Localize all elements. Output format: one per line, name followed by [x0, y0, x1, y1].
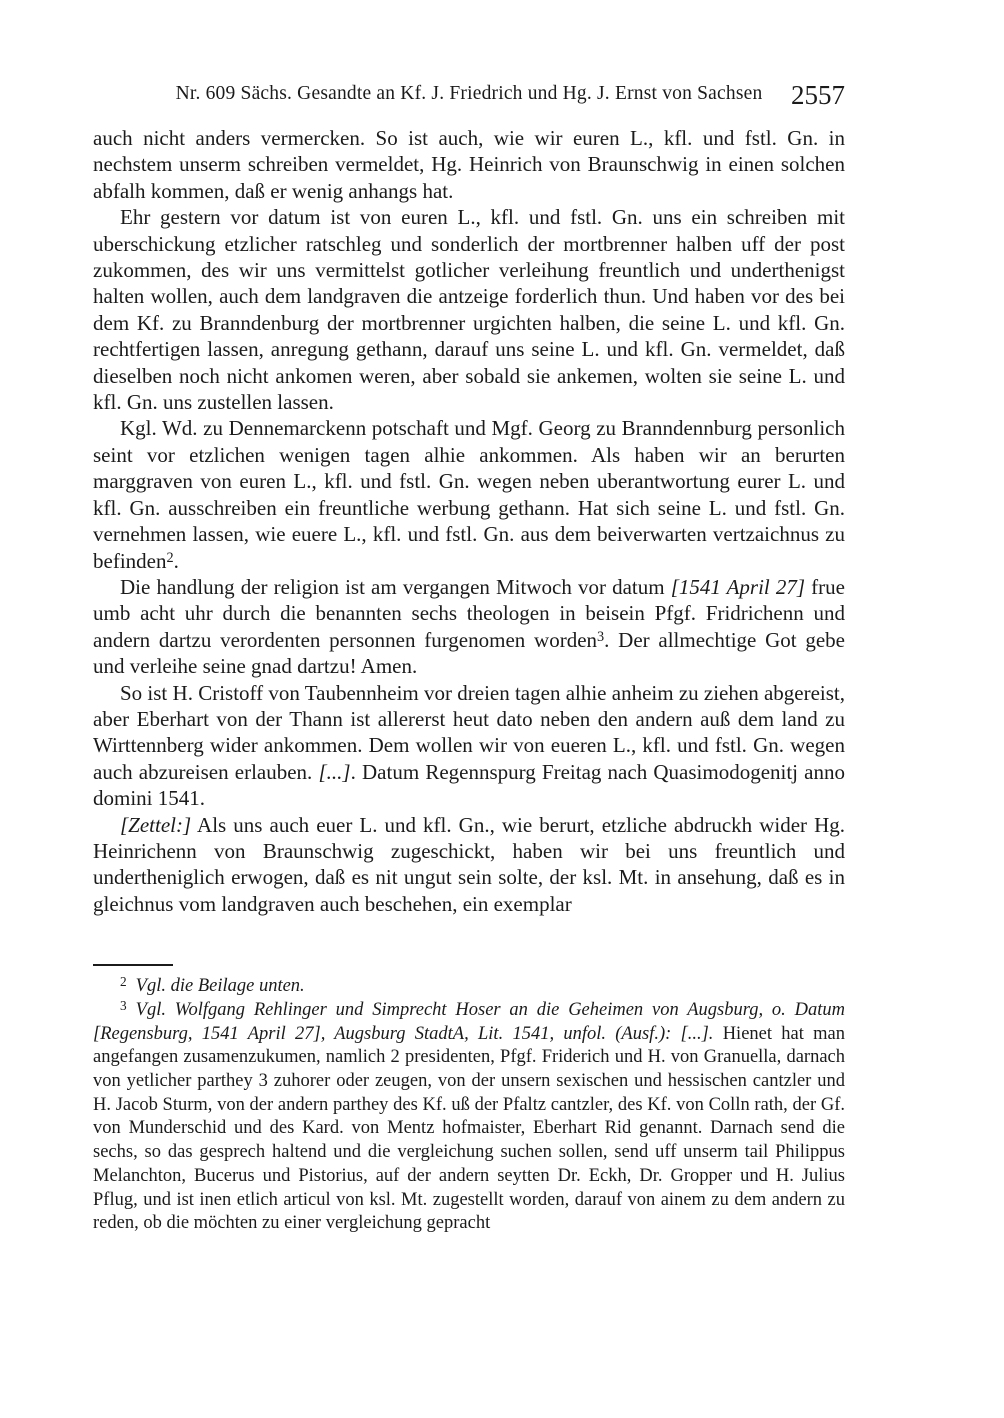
- running-header: [93, 80, 845, 108]
- footnote-marker-3: 3: [120, 997, 127, 1013]
- text-run: Die handlung der religion ist am vergangen Mitwoch vor datum: [120, 574, 671, 599]
- paragraph: [93, 415, 845, 573]
- zettel-label: [Zettel:]: [120, 812, 192, 837]
- footnote-2: [93, 975, 845, 999]
- text-run: . Datum Regennspurg Freitag nach Quasimodogenitj anno domini 1541.: [93, 759, 846, 811]
- footnote-ref-3: 3: [597, 628, 605, 645]
- text-run: Kgl. Wd. zu Dennemarckenn potschaft und Mgf. Georg zu Branndennburg personlich seint vor etzlichen wenigen tagen alhie ankommen. Als haben wir an berurten marggraven von euren L., kfl. und fstl. Gn. wegen neben uberantwortung eurer L. und kfl. Gn. ausschreiben ein freuntliche werbung gethann. Hat sich seine L. und fstl. Gn. vernehmen lassen, wie euere L., kfl. und fstl. Gn. aus dem beiverwarten vertzaichnus zu befinden: [93, 416, 845, 573]
- footnote-3: [93, 999, 845, 1236]
- paragraph: [93, 680, 845, 812]
- body-text: [93, 125, 845, 917]
- footnote-marker-2: 2: [120, 974, 127, 990]
- footnotes-section: [93, 964, 845, 1236]
- paragraph-continuation: [93, 125, 845, 204]
- text-run: frue umb acht uhr durch die benannten sechs theologen in beisein Pfgf. Fridrichenn und andern dartzu verordenten personnen furgenomen worden: [93, 574, 845, 652]
- footnote-text: Vgl. die Beilage unten.: [135, 976, 305, 997]
- text-run: .: [173, 548, 179, 573]
- text-column: [93, 80, 845, 1236]
- text-run: Als uns auch euer L. und kfl. Gn., wie berurt, etzliche abdruckh wider Hg. Heinrichenn von Braunschwig zugeschickt, haben wir bei uns freuntlich und undertheniglich erwogen, daß es nit ungut sein solte, der ksl. Mt. in ansehung, daß es in gleichnus vom landgraven auch beschehen, ein exemplar: [93, 812, 845, 916]
- footnote-ref-2: 2: [166, 549, 174, 566]
- paragraph: [93, 574, 845, 680]
- paragraph: [93, 204, 845, 415]
- footnote-citation: Vgl. Wolfgang Rehlinger und Simprecht Hoser an die Geheimen von Augsburg, o. Datum [Regensburg, 1541 April 27], Augsburg StadtA, Lit. 1541, unfol. (Ausf.): [...].: [93, 999, 845, 1044]
- page-number: 2557: [791, 80, 845, 110]
- editorial-omission-mark: [...]: [318, 759, 351, 784]
- text-run: Ehr gestern vor datum ist von euren L., kfl. und fstl. Gn. uns ein schreiben mit uberschickung etzlicher ratschleg und sonderlich der mortbrenner halben uff der post zukommen, des wir uns vermittelst gotlicher verleihung freuntlich und underthenigst halten wollen, auch dem landgraven die antzeige forderlich thun. Und haben vor des bei dem Kf. zu Branndenburg der mortbrenner urgichten halben, die seine L. und kfl. Gn. rechtfertigen lassen, anregung gethann, darauf uns seine L. und kfl. Gn. vermeldet, daß dieselben noch nicht ankomen weren, aber sobald sie ankemen, wolten sie seine L. und kfl. Gn. uns zustellen lassen.: [93, 205, 845, 415]
- editorial-date-insertion: [1541 April 27]: [670, 574, 806, 599]
- text-run: auch nicht anders vermercken. So ist auch, wie wir euren L., kfl. und fstl. Gn. in nechstem unserm schreiben vermeldet, Hg. Heinrich von Braunschwig in einen solchen abfalh kommen, daß er wenig anhangs hat.: [93, 126, 845, 203]
- footnote-divider: [93, 964, 173, 966]
- text-run: So ist H. Cristoff von Taubennheim vor dreien tagen alhie anheim zu ziehen abgereist, aber Eberhart von der Thann ist allererst heut dato neben den andern auß dem land zu Wirttennberg wider ankommen. Dem wollen wir von eueren L., kfl. und fstl. Gn. wegen auch abzureisen erlauben.: [93, 680, 845, 784]
- footnote-text: Hienet hat man angefangen zusamenzukumen, namlich 2 presidenten, Pfgf. Friderich und H. von Granuella, darnach von yetlicher parthey 3 zuhorer oder zeugen, von der unsern sexischen und hessischen cantzler und H. Jacob Sturm, von der andern parthey des Kf. uß der Pfaltz cantzler, des Kf. von Colln rath, der Gf. von Munderschid und des Kard. von Mentz hofmaister, Eberhart Rid genannt. Darnach send die sechs, so das gesprech haltend und die vergleichung suchen sollen, send uff unserm tail Philippus Melanchton, Bucerus und Pistorius, auf der andern seytten Dr. Eckh, Dr. Gropper und H. Julius Pflug, und ist inen etlich articul von ksl. Mt. zugestellt worden, darauf von ainem zu dem andern zu reden, ob die möchten zu einer vergleichung gepracht: [93, 1023, 845, 1234]
- paragraph-zettel: [93, 812, 845, 918]
- running-title: Nr. 609 Sächs. Gesandte an Kf. J. Friedrich und Hg. J. Ernst von Sachsen: [175, 83, 763, 104]
- text-run: . Der allmechtige Got gebe und verleihe seine gnad dartzu! Amen.: [93, 627, 845, 679]
